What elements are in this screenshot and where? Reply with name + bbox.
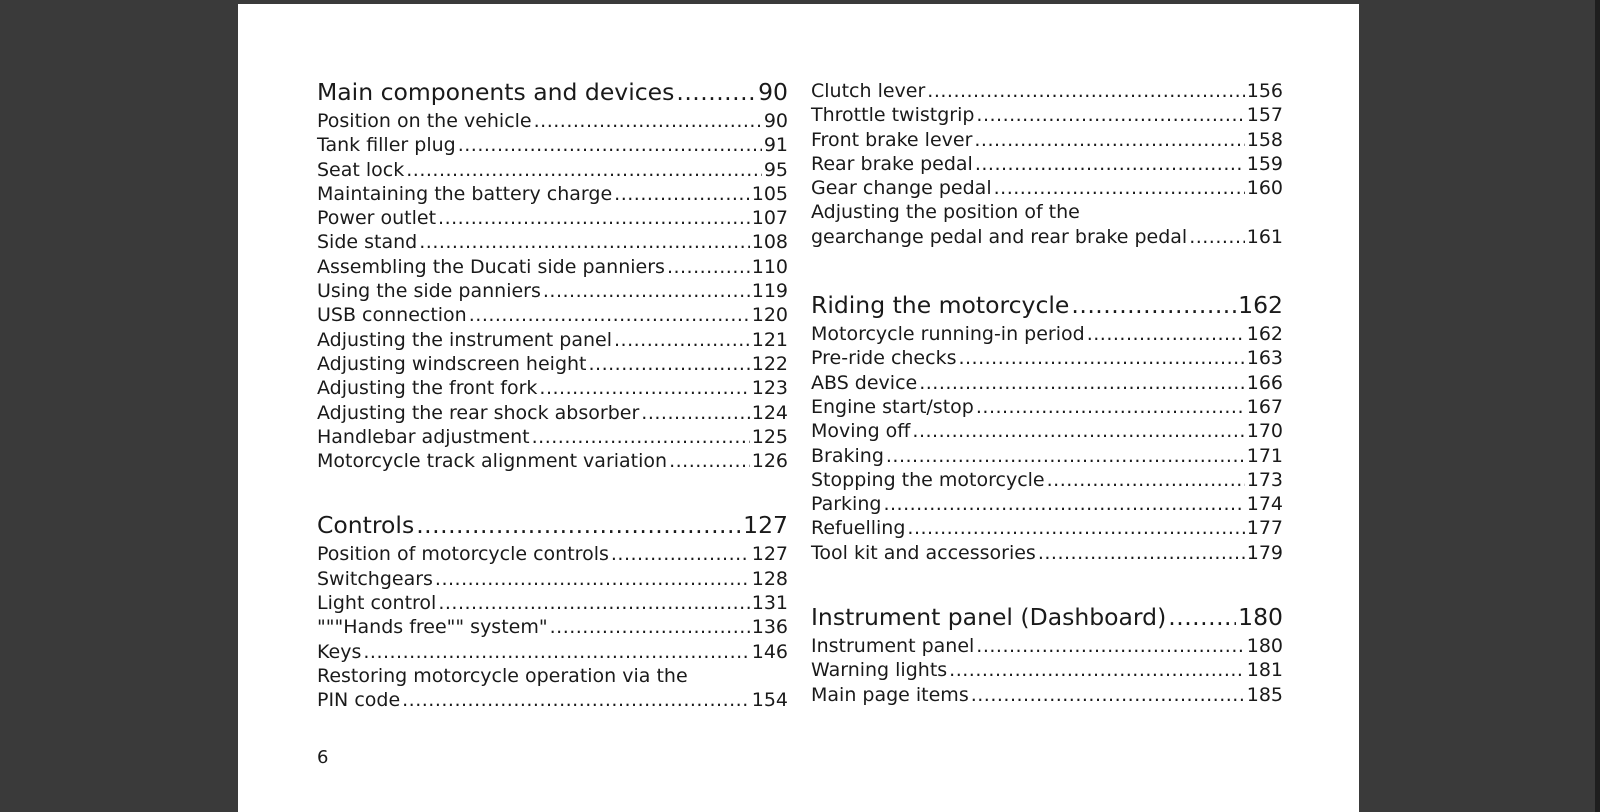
toc-entry[interactable]: Warning lights ..... 181	[811, 658, 1283, 682]
toc-section-main-components	[317, 76, 788, 473]
toc-heading[interactable]: Riding the motorcycle ..... 162	[811, 289, 1283, 321]
toc-entry[interactable]: ABS device ..... 166	[811, 371, 1283, 395]
toc-entry[interactable]: Gear change pedal ..... 160	[811, 176, 1283, 200]
toc-entry[interactable]: Switchgears ..... 128	[317, 567, 788, 591]
toc-entry[interactable]: Adjusting windscreen height ..... 122	[317, 352, 788, 376]
toc-entry[interactable]: Adjusting the rear shock absorber ..... 124	[317, 401, 788, 425]
toc-entry[interactable]: Maintaining the battery charge ..... 105	[317, 182, 788, 206]
toc-entry[interactable]: Parking ..... 174	[811, 492, 1283, 516]
toc-section-instrument-panel	[811, 601, 1283, 707]
scrollbar[interactable]	[1595, 0, 1600, 812]
toc-entry[interactable]: Refuelling ..... 177	[811, 516, 1283, 540]
toc-entry[interactable]: Handlebar adjustment ..... 125	[317, 425, 788, 449]
toc-section-controls	[317, 509, 788, 712]
toc-left-column	[317, 76, 788, 749]
toc-heading[interactable]: Instrument panel (Dashboard) ..... 180	[811, 601, 1283, 633]
toc-section-riding	[811, 289, 1283, 565]
toc-entry[interactable]: Pre-ride checks ..... 163	[811, 346, 1283, 370]
toc-entry[interactable]: Side stand ..... 108	[317, 230, 788, 254]
toc-entry[interactable]: Keys ..... 146	[317, 640, 788, 664]
toc-entry[interactable]: Adjusting the front fork ..... 123	[317, 376, 788, 400]
toc-entry[interactable]: Throttle twistgrip ..... 157	[811, 103, 1283, 127]
toc-entry[interactable]: Power outlet ..... 107	[317, 206, 788, 230]
toc-entry[interactable]: Adjusting the instrument panel ..... 121	[317, 328, 788, 352]
toc-section-controls-continued	[811, 79, 1283, 249]
toc-entry[interactable]: USB connection ..... 120	[317, 303, 788, 327]
toc-entry[interactable]: Instrument panel ..... 180	[811, 634, 1283, 658]
toc-entry[interactable]: Light control ..... 131	[317, 591, 788, 615]
toc-entry[interactable]: Assembling the Ducati side panniers ..... 110	[317, 255, 788, 279]
toc-entry[interactable]: Stopping the motorcycle ..... 173	[811, 468, 1283, 492]
page-number: 6	[317, 747, 329, 768]
toc-entry[interactable]: Moving off ..... 170	[811, 419, 1283, 443]
document-page	[238, 4, 1359, 812]
toc-entry[interactable]: Motorcycle track alignment variation ..... 126	[317, 449, 788, 473]
toc-entry[interactable]: """Hands free"" system" ..... 136	[317, 615, 788, 639]
toc-entry[interactable]: Seat lock ..... 95	[317, 158, 788, 182]
toc-right-column	[811, 79, 1283, 743]
toc-entry[interactable]: Main page items ..... 185	[811, 683, 1283, 707]
toc-entry[interactable]: Motorcycle running-in period ..... 162	[811, 322, 1283, 346]
toc-heading[interactable]: Main components and devices ..... 90	[317, 76, 788, 108]
toc-entry[interactable]: Tool kit and accessories ..... 179	[811, 541, 1283, 565]
toc-entry-multiline[interactable]: Restoring motorcycle operation via the PIN code ..... 154	[317, 664, 788, 713]
toc-entry[interactable]: Engine start/stop ..... 167	[811, 395, 1283, 419]
toc-entry[interactable]: Using the side panniers ..... 119	[317, 279, 788, 303]
toc-entry[interactable]: Clutch lever ..... 156	[811, 79, 1283, 103]
toc-heading[interactable]: Controls ..... 127	[317, 509, 788, 541]
toc-entry[interactable]: Tank filler plug ..... 91	[317, 133, 788, 157]
toc-entry[interactable]: Braking ..... 171	[811, 444, 1283, 468]
toc-entry[interactable]: Rear brake pedal ..... 159	[811, 152, 1283, 176]
toc-entry-multiline[interactable]: Adjusting the position of the gearchange pedal and rear brake pedal ..... 161	[811, 200, 1283, 249]
toc-entry[interactable]: Position on the vehicle ..... 90	[317, 109, 788, 133]
toc-entry[interactable]: Position of motorcycle controls ..... 127	[317, 542, 788, 566]
toc-entry[interactable]: Front brake lever ..... 158	[811, 128, 1283, 152]
